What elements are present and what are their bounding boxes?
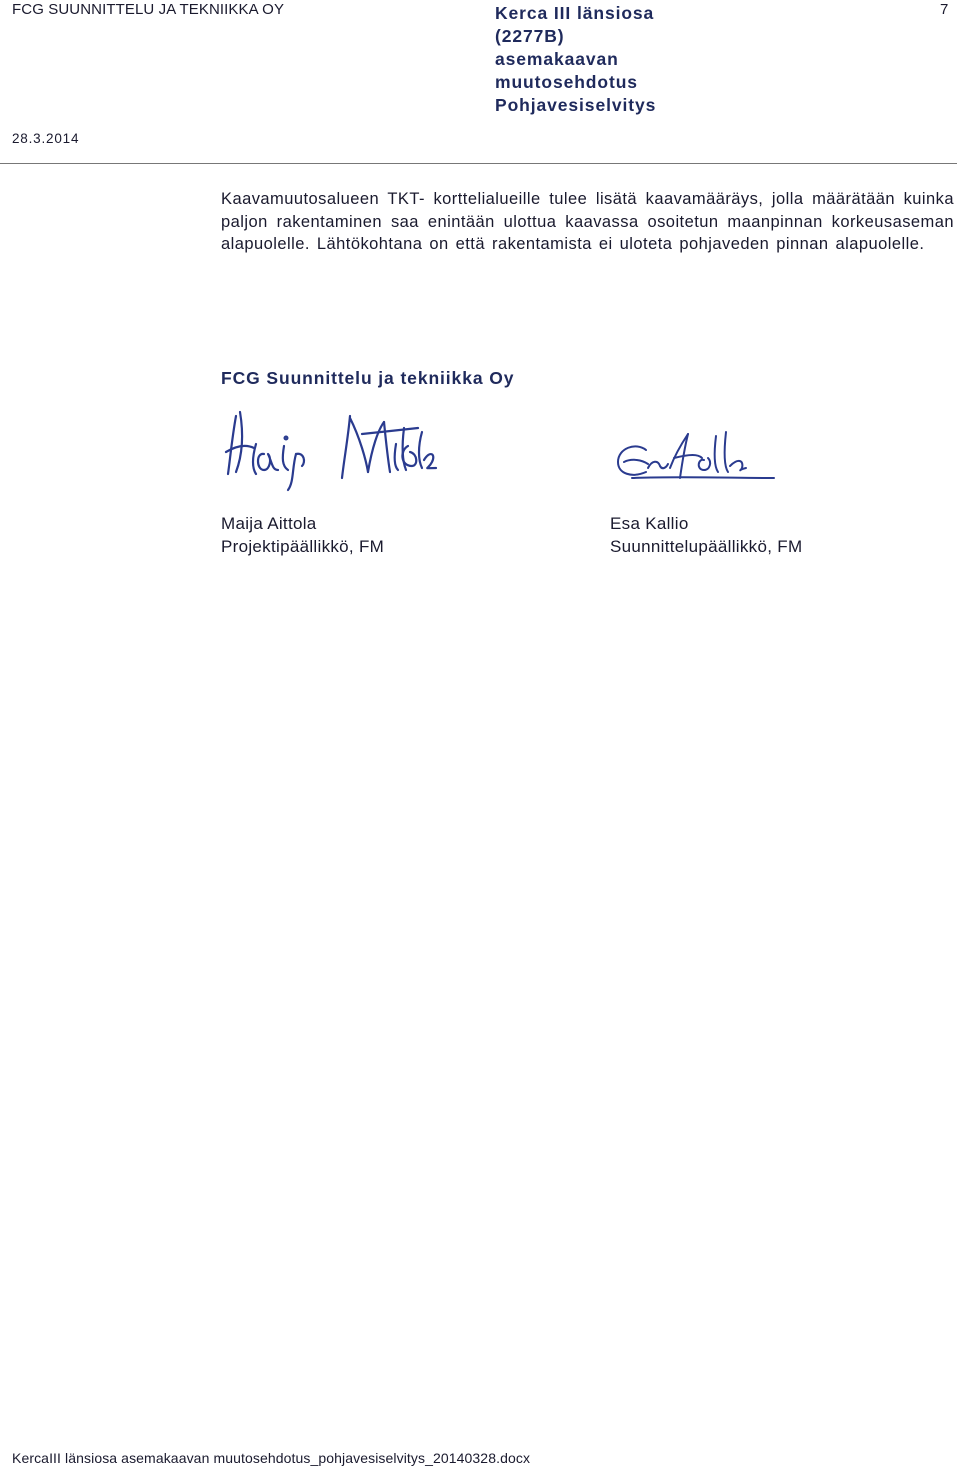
page-number: 7 [940,1,949,18]
signer-name: Esa Kallio [610,514,689,533]
document-title-line: Pohjavesiselvitys [495,95,657,115]
signer-name: Maija Aittola [221,514,317,533]
signer-title: Suunnittelupäällikkö, FM [610,537,803,556]
signature-maija-aittola [222,408,442,492]
signer-maija-aittola [221,512,384,558]
header-company-name: FCG SUUNNITTELU JA TEKNIIKKA OY [12,1,285,18]
header-divider [0,163,957,164]
footer-filename: KercaIII länsiosa asemakaavan muutosehdotus_pohjavesiselvitys_20140328.docx [12,1450,531,1466]
document-title-line: asemakaavan [495,49,619,69]
document-title-line: Kerca III länsiosa [495,3,655,23]
document-date: 28.3.2014 [12,131,80,146]
signature-esa-kallio [612,428,778,486]
body-paragraph: Kaavamuutosalueen TKT- korttelialueille tulee lisätä kaavamääräys, jolla määrätään kuinka paljon rakentaminen saa enintään ulottua kaavassa osoitetun maanpinnan korkeusaseman alapuolelle. Lähtökohtana on että rakentamista ei uloteta pohjaveden pinnan alapuolelle. [221,190,954,253]
signer-title: Projektipäällikkö, FM [221,537,385,556]
document-title [495,2,656,117]
document-title-line: muutosehdotus [495,72,638,92]
signer-esa-kallio [610,512,802,558]
document-title-line: (2277B) [495,26,565,46]
signature-company: FCG Suunnittelu ja tekniikka Oy [221,368,515,388]
